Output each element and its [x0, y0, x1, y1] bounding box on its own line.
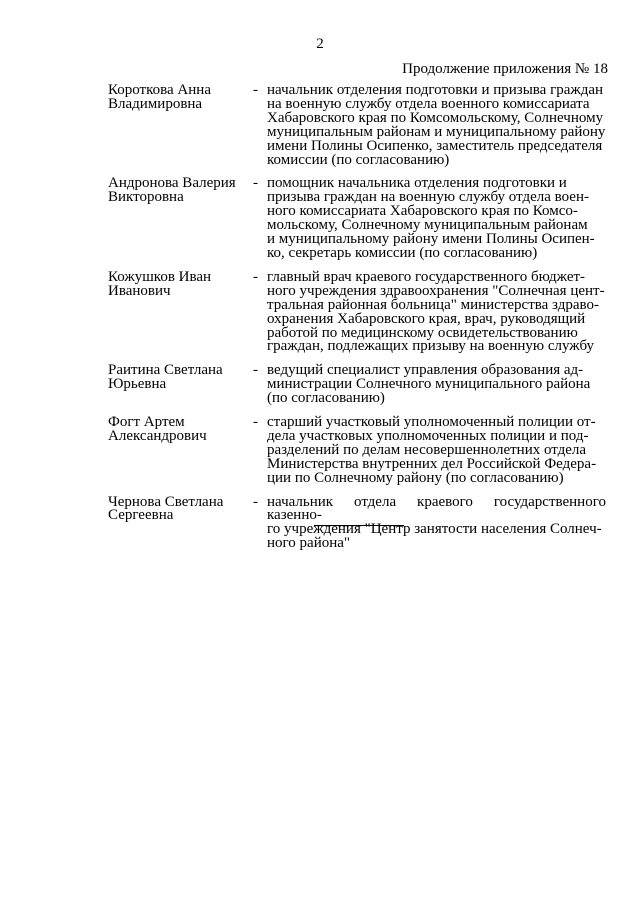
commission-member-list: [108, 84, 606, 561]
member-dash: -: [253, 268, 258, 285]
member-role: главный врач краевого государственного бюджет- ного учреждения здравоохранения "Солнечная цент- тральная районная больница" министерства здраво- охранения Хабаровского края, врач, руководящий работой по медицинскому освидетельствованию граждан, подлежащих призыву на военную службу: [267, 268, 605, 355]
member-dash: -: [253, 493, 258, 510]
member-role: помощник начальника отделения подготовки и призыва граждан на военную службу отдела воен- ного комиссариата Хабаровского края по Комсо- мольскому, Солнечному муниципальным районам и муниципальному району имени Полины Осипен- ко, секретарь комиссии (по согласованию): [267, 175, 595, 261]
member-entry-chernova: [108, 493, 606, 552]
member-name: Раитина Светлана Юрьевна: [108, 362, 223, 393]
end-of-list-rule: [314, 525, 404, 526]
member-entry-fogt: [108, 416, 606, 486]
page-number: 2: [316, 36, 324, 52]
member-name: Фогт Артем Александрович: [108, 414, 207, 444]
member-entry-raitina: [108, 364, 606, 406]
member-dash: -: [253, 175, 258, 192]
member-dash: -: [253, 362, 258, 379]
member-name: Андронова Валерия Викторовна: [108, 175, 236, 206]
member-entry-andronova: [108, 177, 606, 260]
member-name: Короткова Анна Владимировна: [108, 82, 211, 112]
member-dash: -: [253, 82, 258, 98]
appendix-continuation-label: Продолжение приложения № 18: [402, 61, 608, 77]
member-entry-korotkova: [108, 84, 606, 167]
member-role: старший участковый уполномоченный полиции от- дела участковых уполномоченных полиции и под- разделений по делам несовершеннолетних отдела Министерства внутренних дел Российской Федера- ции по Солнечному району (по согласованию): [267, 414, 597, 486]
member-dash: -: [253, 414, 258, 431]
member-role: начальник отдела краевого государственного казенно- го учреждения "Центр занятости населения Солнеч- ного района": [267, 493, 606, 552]
member-entry-kozhushkov: [108, 268, 606, 355]
member-name: Чернова Светлана Сергеевна: [108, 493, 224, 524]
member-name: Кожушков Иван Иванович: [108, 268, 212, 299]
member-role: ведущий специалист управления образования ад- министрации Солнечного муниципального района (по согласованию): [267, 362, 591, 407]
member-role: начальник отделения подготовки и призыва граждан на военную службу отдела военного комиссариата Хабаровского края по Комсомольскому, Солнечному муниципальным районам и муниципальному району имени Полины Осипенко, заместитель председателя комиссии (по согласованию): [267, 82, 606, 168]
